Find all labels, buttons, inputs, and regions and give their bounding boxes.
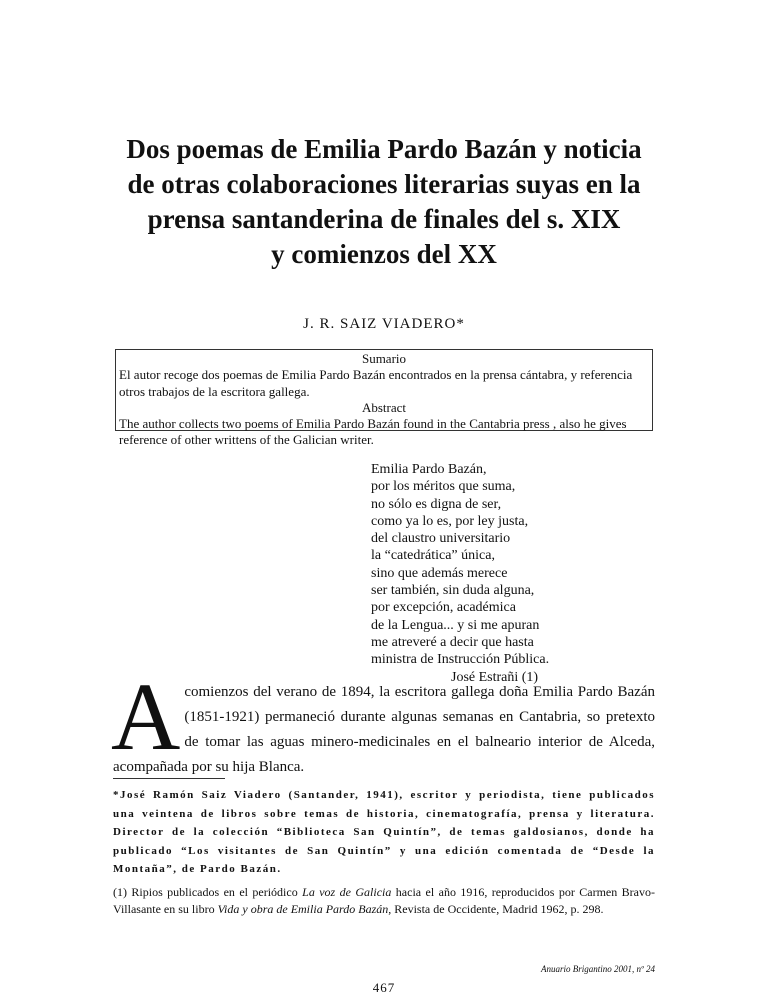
poem-line: por excepción, académica	[371, 600, 516, 616]
poem-line: me atreveré a decir que hasta	[371, 634, 534, 650]
poem-line: ministra de Instrucción Pública.	[371, 652, 550, 668]
summary-heading: Sumario	[361, 351, 407, 366]
title-line: de otras colaboraciones literarias suyas en la	[127, 169, 641, 199]
footnote-text: (1) Ripios publicados en el periódico	[113, 885, 303, 899]
article-title	[0, 132, 768, 272]
footnote-text: hacia el año 1916, reproducidos por Carmen Bravo-Villasante en su libro	[113, 885, 655, 916]
author: J. R. SAIZ VIADERO*	[303, 316, 465, 332]
title-line: Dos poemas de Emilia Pardo Bazán y noticia	[126, 134, 642, 164]
page-number: 467	[372, 980, 396, 994]
title-line: y comienzos del XX	[271, 239, 497, 269]
poem-line: la “catedrática” única,	[371, 548, 495, 564]
poem-signature: José Estrañi (1)	[451, 669, 539, 685]
poem-line: por los méritos que suma,	[371, 479, 516, 495]
poem-line: no sólo es digna de ser,	[371, 496, 502, 512]
body-text: comienzos del verano de 1894, la escritora gallega doña Emilia Pardo Bazán (1851-1921) permaneció durante algunas semanas en Cantabria, so pretexto de tomar las aguas minero-medicinales en el balneario interior de Alceda, acompañada por su hija Blanca.	[113, 684, 655, 775]
poem-line: ser también, sin duda alguna,	[371, 583, 535, 599]
author-footnote: *José Ramón Saiz Viadero (Santander, 1941), escritor y periodista, tiene publicados una veintena de libros sobre temas de historia, cinematografía, prensa y literatura. Director de la colección “Biblioteca San Quintín”, de temas galdosianos, donde ha publicado “Los visitantes de San Quintín” y una edición comentada de “Desde la Montaña”, de Pardo Bazán.	[113, 789, 655, 875]
footnote-1	[113, 884, 655, 918]
abstract-heading: Abstract	[361, 399, 407, 415]
poem-line: del claustro universitario	[371, 531, 511, 547]
summary-box	[115, 349, 653, 448]
poem-line: Emilia Pardo Bazán,	[371, 462, 487, 477]
journal-reference: Anuario Brigantino 2001, nº 24	[540, 964, 655, 974]
summary-text: El autor recoge dos poemas de Emilia Pardo Bazán encontrados en la prensa cántabra, y referencia otros trabajos de la escritora gallega.	[119, 367, 633, 399]
drop-cap: A	[111, 663, 181, 770]
footnote-citation: La voz de Galicia	[302, 885, 392, 899]
poem-line: de la Lengua... y si me apuran	[371, 617, 540, 633]
footnote-citation: Vida y obra de Emilia Pardo Bazán	[217, 902, 389, 916]
epigraph-poem	[371, 461, 549, 686]
footnote-divider	[113, 778, 225, 779]
footnote-text: , Revista de Occidente, Madrid 1962, p. 298.	[388, 902, 604, 916]
poem-line: sino que además merece	[371, 565, 508, 581]
abstract-text: The author collects two poems of Emilia Pardo Bazán found in the Cantabria press , also he gives reference of other writtens of the Galician writer.	[119, 416, 627, 448]
poem-line: como ya lo es, por ley justa,	[371, 513, 529, 529]
title-line: prensa santanderina de finales del s. XIX	[147, 204, 621, 234]
